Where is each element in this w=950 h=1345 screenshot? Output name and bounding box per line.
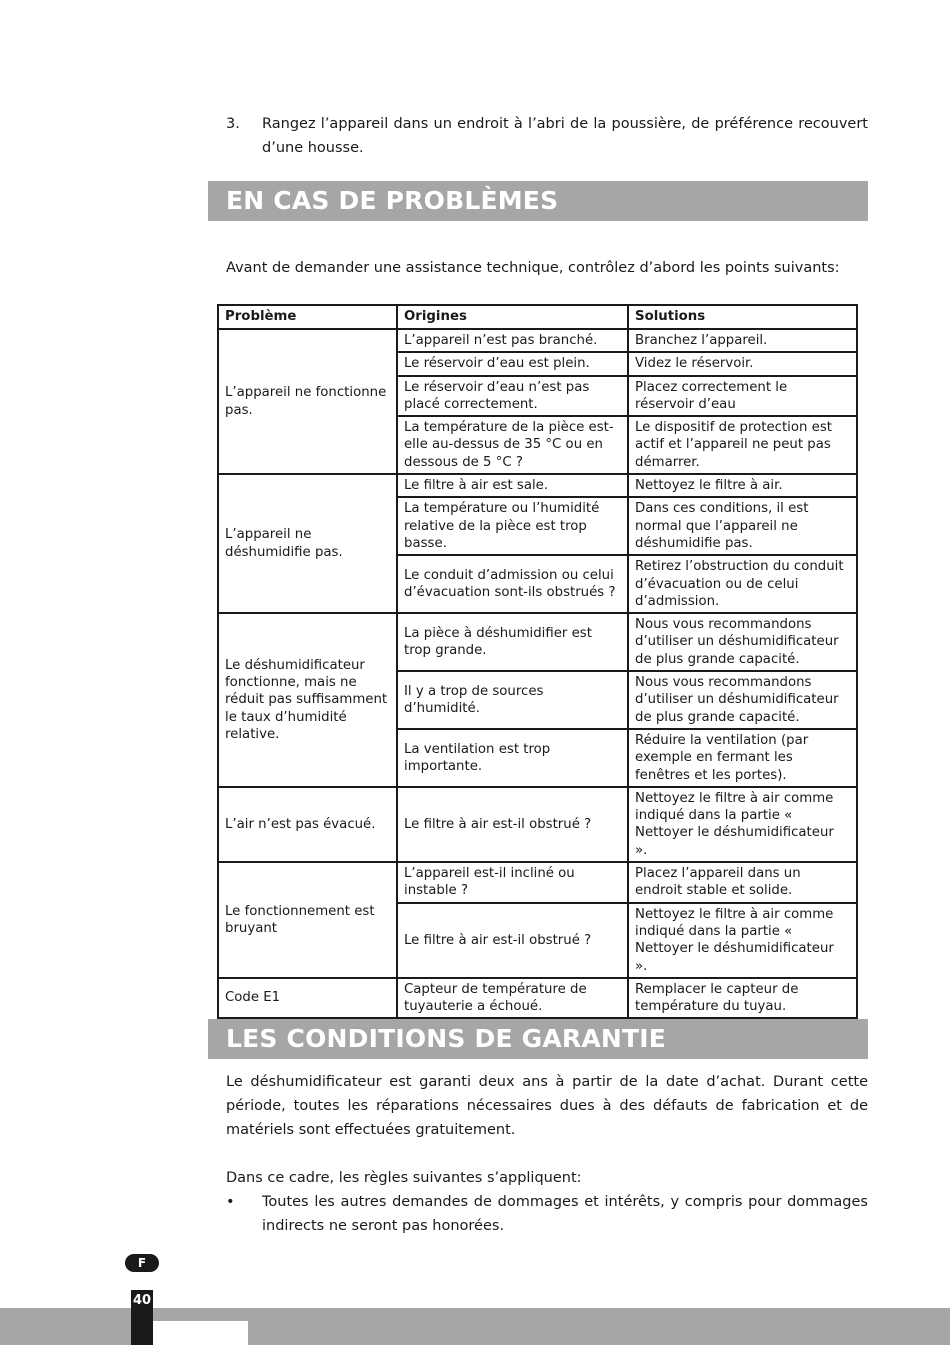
list-item-text-line2: d’une housse.	[262, 140, 364, 156]
origin-cell: Capteur de température de tuyauterie a échoué.	[397, 978, 628, 1019]
table-row	[218, 978, 857, 1019]
origin-cell: La température de la pièce est-elle au-dessus de 35 °C ou en dessous de 5 °C ?	[397, 416, 628, 474]
origin-cell: L’appareil n’est pas branché.	[397, 329, 628, 352]
column-header-problem: Problème	[218, 305, 397, 329]
warranty-paragraph: Le déshumidificateur est garanti deux ans à partir de la date d’achat. Durant cette période, toutes les réparations nécessaires dues à des défauts de fabrication et de matériels sont effectuées gratuitement.	[226, 1074, 868, 1138]
list-item-text-line1: Rangez l’appareil dans un endroit à l’abri de la poussière, de préférence recouvert	[262, 116, 868, 132]
origin-cell: Le conduit d’admission ou celui d’évacuation sont-ils obstrués ?	[397, 555, 628, 613]
problem-cell: Le fonctionnement est bruyant	[218, 862, 397, 978]
problem-cell: L’appareil ne déshumidifie pas.	[218, 474, 397, 613]
column-header-solutions: Solutions	[628, 305, 857, 329]
origin-cell: Il y a trop de sources d’humidité.	[397, 671, 628, 729]
solution-cell: Branchez l’appareil.	[628, 329, 857, 352]
origin-cell: Le filtre à air est sale.	[397, 474, 628, 497]
solution-cell: Nettoyez le filtre à air.	[628, 474, 857, 497]
bullet-icon: •	[226, 1194, 235, 1210]
list-item-number: 3.	[226, 116, 240, 132]
problems-intro-text: Avant de demander une assistance technique, contrôlez d’abord les points suivants:	[226, 260, 840, 276]
table-row	[218, 787, 857, 862]
solution-cell: Retirez l’obstruction du conduit d’évacuation ou de celui d’admission.	[628, 555, 857, 613]
problem-cell: Le déshumidificateur fonctionne, mais ne réduit pas suffisamment le taux d’humidité relative.	[218, 613, 397, 787]
problem-cell: L’air n’est pas évacué.	[218, 787, 397, 862]
footer-tab	[153, 1321, 248, 1345]
origin-cell: Le réservoir d’eau n’est pas placé correctement.	[397, 376, 628, 417]
page-number: 40	[131, 1290, 153, 1345]
solution-cell: Dans ces conditions, il est normal que l’appareil ne déshumidifie pas.	[628, 497, 857, 555]
solution-cell: Remplacer le capteur de température du tuyau.	[628, 978, 857, 1019]
table-header-row	[218, 305, 857, 329]
table-row	[218, 613, 857, 671]
solution-cell: Nous vous recommandons d’utiliser un déshumidificateur de plus grande capacité.	[628, 613, 857, 671]
warranty-rules-intro: Dans ce cadre, les règles suivantes s’appliquent:	[226, 1170, 582, 1186]
solution-cell: Le dispositif de protection est actif et l’appareil ne peut pas démarrer.	[628, 416, 857, 474]
origin-cell: Le filtre à air est-il obstrué ?	[397, 787, 628, 862]
solution-cell: Réduire la ventilation (par exemple en fermant les fenêtres et les portes).	[628, 729, 857, 787]
section-heading-problems: EN CAS DE PROBLÈMES	[208, 181, 868, 221]
solution-cell: Placez correctement le réservoir d’eau	[628, 376, 857, 417]
problem-cell: L’appareil ne fonctionne pas.	[218, 329, 397, 474]
warranty-bullet-text: Toutes les autres demandes de dommages et intérêts, y compris pour dommages indirects ne seront pas honorées.	[262, 1194, 868, 1234]
solution-cell: Nous vous recommandons d’utiliser un déshumidificateur de plus grande capacité.	[628, 671, 857, 729]
origin-cell: L’appareil est-il incliné ou instable ?	[397, 862, 628, 903]
problem-cell: Code E1	[218, 978, 397, 1019]
table-row	[218, 329, 857, 352]
table-row	[218, 474, 857, 497]
origin-cell: Le filtre à air est-il obstrué ?	[397, 903, 628, 978]
origin-cell: La pièce à déshumidifier est trop grande.	[397, 613, 628, 671]
solution-cell: Placez l’appareil dans un endroit stable et solide.	[628, 862, 857, 903]
origin-cell: Le réservoir d’eau est plein.	[397, 352, 628, 375]
section-heading-warranty: LES CONDITIONS DE GARANTIE	[208, 1019, 868, 1059]
solution-cell: Nettoyez le filtre à air comme indiqué dans la partie « Nettoyer le déshumidificateur ».	[628, 903, 857, 978]
column-header-origins: Origines	[397, 305, 628, 329]
table-row	[218, 862, 857, 903]
origin-cell: La température ou l’humidité relative de la pièce est trop basse.	[397, 497, 628, 555]
solution-cell: Videz le réservoir.	[628, 352, 857, 375]
solution-cell: Nettoyez le filtre à air comme indiqué dans la partie « Nettoyer le déshumidificateur ».	[628, 787, 857, 862]
origin-cell: La ventilation est trop importante.	[397, 729, 628, 787]
language-badge: F	[125, 1254, 159, 1272]
troubleshooting-table	[217, 304, 858, 1019]
